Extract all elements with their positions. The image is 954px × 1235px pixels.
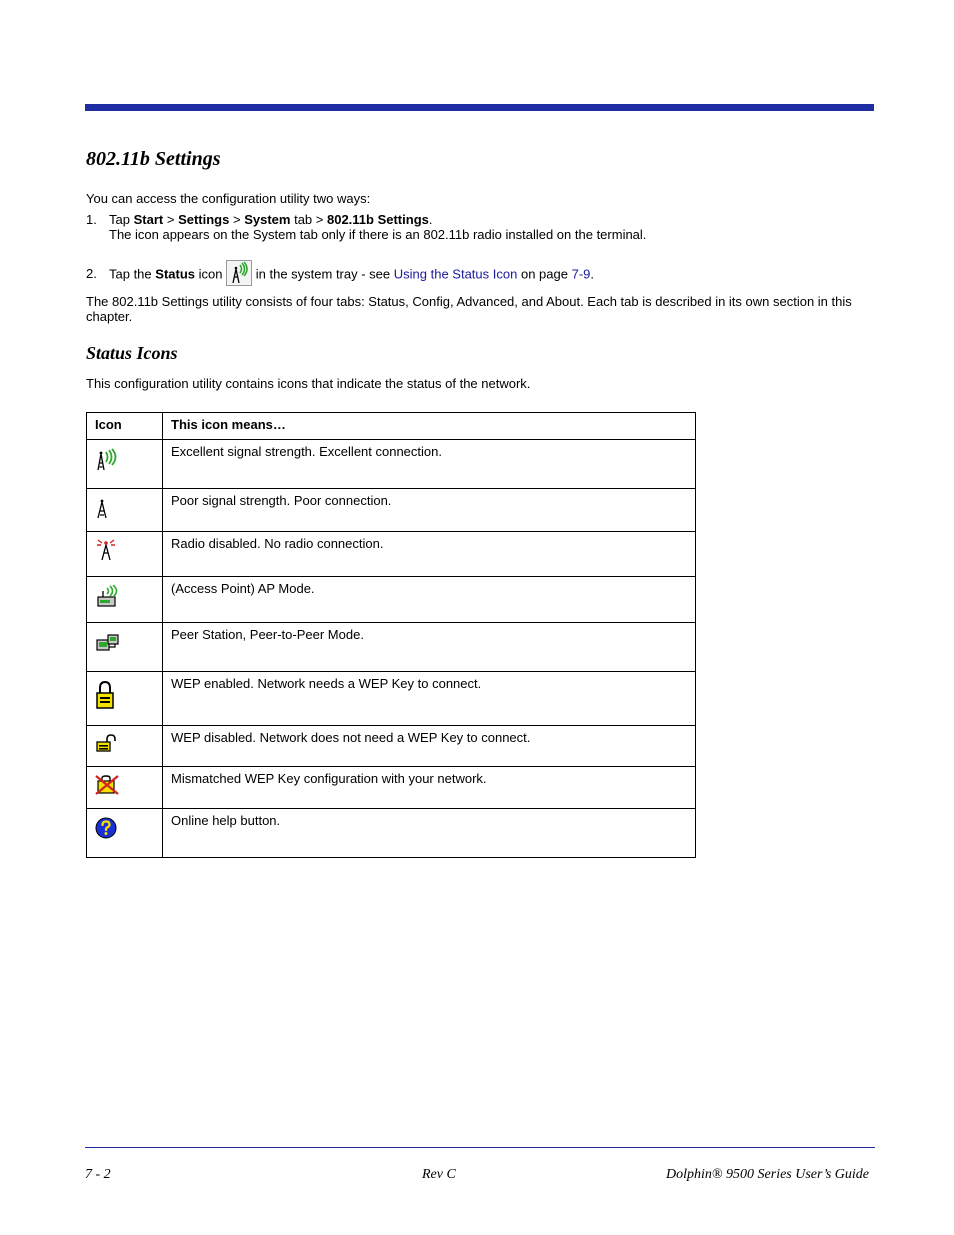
status-intro: This configuration utility contains icons that indicate the status of the network. — [86, 376, 531, 391]
page-link[interactable]: 7-9 — [571, 266, 591, 282]
intro-text: You can access the configuration utility two ways: — [86, 191, 371, 206]
step-1-number: 1. — [86, 212, 97, 227]
step-2-number: 2. — [86, 266, 97, 282]
section-heading: 802.11b Settings — [86, 148, 221, 170]
header-icon: Icon — [87, 413, 163, 440]
start-label: Start — [133, 212, 164, 227]
footer-rule — [85, 1147, 875, 1148]
table-row: Peer Station, Peer-to-Peer Mode. — [87, 623, 696, 672]
table-row: Excellent signal strength. Excellent connection. — [87, 440, 696, 489]
table-header-row — [87, 413, 696, 440]
help-icon — [95, 817, 162, 842]
status-icons-table — [86, 412, 696, 858]
tabs-description: The 802.11b Settings utility consists of four tabs: Status, Config, Advanced, and About. Each tab is described in its own section in this chapter. — [86, 294, 852, 324]
poor-signal-icon — [95, 497, 162, 522]
wep-mismatch-icon — [95, 775, 162, 798]
table-row: Mismatched WEP Key configuration with your network. — [87, 767, 696, 809]
revision: Rev C — [422, 1167, 456, 1182]
guide-title: Dolphin® 9500 Series User’s Guide — [666, 1167, 869, 1182]
step-1: 1. Tap Start > Settings > System tab > 802.11b Settings. The icon appears on the System tab only if there is an 802.11b radio installed on the terminal. — [86, 212, 647, 242]
radio-disabled-icon — [95, 537, 162, 564]
table-row: Online help button. — [87, 809, 696, 858]
access-point-icon — [95, 585, 162, 612]
header-meaning: This icon means… — [163, 413, 696, 440]
table-row: WEP enabled. Network needs a WEP Key to connect. — [87, 672, 696, 726]
status-icons-heading: Status Icons — [86, 343, 178, 363]
target-label: 802.11b Settings — [326, 212, 429, 227]
table-row: (Access Point) AP Mode. — [87, 577, 696, 623]
settings-label: Settings — [178, 212, 230, 227]
status-label: Status — [155, 266, 196, 282]
excellent-signal-icon — [95, 448, 162, 475]
status-tray-icon — [226, 260, 252, 286]
step-2: 2. Tap the Status icon in the system tray - see Using the Status Icon on page 7-9. — [86, 262, 594, 288]
page-number: 7 - 2 — [85, 1167, 111, 1182]
header-rule — [85, 104, 874, 111]
table-row: Poor signal strength. Poor connection. — [87, 489, 696, 532]
wep-enabled-lock-icon — [95, 680, 162, 713]
step-1-note: The icon appears on the System tab only if there is an 802.11b radio installed on the terminal. — [109, 227, 647, 242]
table-row: Radio disabled. No radio connection. — [87, 532, 696, 577]
system-label: System — [244, 212, 291, 227]
status-icon-link[interactable]: Using the Status Icon — [393, 266, 518, 282]
wep-disabled-unlock-icon — [95, 734, 162, 755]
peer-station-icon — [95, 631, 162, 658]
table-row: WEP disabled. Network does not need a WEP Key to connect. — [87, 726, 696, 767]
